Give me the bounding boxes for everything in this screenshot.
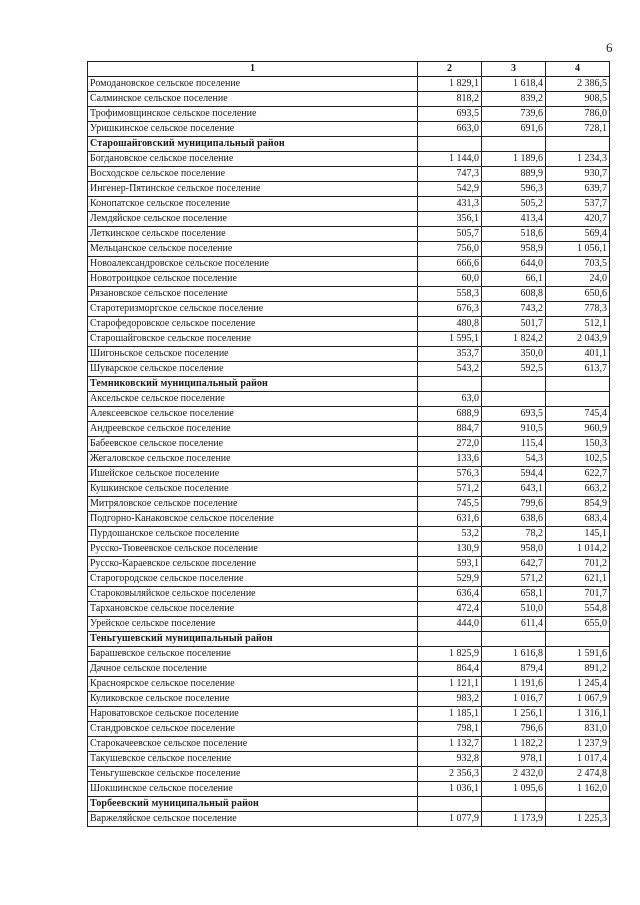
table-row <box>88 272 610 287</box>
table-row <box>88 422 610 437</box>
value-col-3: 839,2 <box>482 92 546 107</box>
value-col-2: 747,3 <box>418 167 482 182</box>
settlement-name: Шокшинское сельское поселение <box>88 782 418 797</box>
value-col-4: 778,3 <box>546 302 610 317</box>
table-row <box>88 107 610 122</box>
value-col-2: 472,4 <box>418 602 482 617</box>
value-col-2: 1 132,7 <box>418 737 482 752</box>
value-col-4: 1 014,2 <box>546 542 610 557</box>
value-col-3: 350,0 <box>482 347 546 362</box>
value-col-3: 1 616,8 <box>482 647 546 662</box>
value-col-4: 728,1 <box>546 122 610 137</box>
value-col-2: 818,2 <box>418 92 482 107</box>
value-col-4: 569,4 <box>546 227 610 242</box>
value-col-3: 1 182,2 <box>482 737 546 752</box>
value-col-3: 54,3 <box>482 452 546 467</box>
value-col-3: 1 618,4 <box>482 77 546 92</box>
value-col-3: 693,5 <box>482 407 546 422</box>
value-col-4: 1 237,9 <box>546 737 610 752</box>
value-col-4: 2 474,8 <box>546 767 610 782</box>
value-col-3: 608,8 <box>482 287 546 302</box>
value-col-4: 102,5 <box>546 452 610 467</box>
settlement-name: Теньгушевское сельское поселение <box>88 767 418 782</box>
value-col-3: 644,0 <box>482 257 546 272</box>
settlement-name: Старокачеевское сельское поселение <box>88 737 418 752</box>
value-col-4: 1 056,1 <box>546 242 610 257</box>
table-row <box>88 197 610 212</box>
table-header-row <box>88 62 610 77</box>
value-col-2: 864,4 <box>418 662 482 677</box>
settlement-name: Салминское сельское поселение <box>88 92 418 107</box>
value-col-4: 701,2 <box>546 557 610 572</box>
value-col-2: 1 185,1 <box>418 707 482 722</box>
value-col-3: 691,6 <box>482 122 546 137</box>
table-row <box>88 122 610 137</box>
settlement-name: Пурдошанское сельское поселение <box>88 527 418 542</box>
table-row <box>88 152 610 167</box>
district-name: Старошайговский муниципальный район <box>88 137 418 152</box>
value-col-4: 786,0 <box>546 107 610 122</box>
value-col-3: 571,2 <box>482 572 546 587</box>
value-col-3: 592,5 <box>482 362 546 377</box>
value-col-4: 2 043,9 <box>546 332 610 347</box>
value-col-3 <box>482 797 546 812</box>
settlement-name: Новоалександровское сельское поселение <box>88 257 418 272</box>
value-col-3: 978,1 <box>482 752 546 767</box>
settlement-name: Андреевское сельское поселение <box>88 422 418 437</box>
table-row <box>88 512 610 527</box>
settlement-name: Такушевское сельское поселение <box>88 752 418 767</box>
table-row <box>88 482 610 497</box>
settlement-name: Шуварское сельское поселение <box>88 362 418 377</box>
table-row <box>88 227 610 242</box>
value-col-4: 622,7 <box>546 467 610 482</box>
value-col-4: 683,4 <box>546 512 610 527</box>
value-col-4 <box>546 632 610 647</box>
table-row <box>88 692 610 707</box>
value-col-3: 611,4 <box>482 617 546 632</box>
value-col-2: 932,8 <box>418 752 482 767</box>
settlement-name: Ингенер-Пятинское сельское поселение <box>88 182 418 197</box>
section-row <box>88 377 610 392</box>
value-col-3: 658,1 <box>482 587 546 602</box>
table-row <box>88 497 610 512</box>
value-col-2: 431,3 <box>418 197 482 212</box>
value-col-3 <box>482 392 546 407</box>
table-row <box>88 392 610 407</box>
value-col-3: 505,2 <box>482 197 546 212</box>
value-col-3: 1 189,6 <box>482 152 546 167</box>
table-row <box>88 317 610 332</box>
value-col-2: 636,4 <box>418 587 482 602</box>
settlement-name: Уришкинское сельское поселение <box>88 122 418 137</box>
table-row <box>88 287 610 302</box>
value-col-2: 2 356,3 <box>418 767 482 782</box>
table-body <box>88 77 610 827</box>
value-col-4: 1 245,4 <box>546 677 610 692</box>
settlement-name: Варжеляйское сельское поселение <box>88 812 418 827</box>
table-row <box>88 527 610 542</box>
value-col-4: 2 386,5 <box>546 77 610 92</box>
section-row <box>88 632 610 647</box>
value-col-3: 799,6 <box>482 497 546 512</box>
value-col-2: 53,2 <box>418 527 482 542</box>
settlement-name: Тархановское сельское поселение <box>88 602 418 617</box>
value-col-4: 145,1 <box>546 527 610 542</box>
column-header: 4 <box>546 62 610 77</box>
table-row <box>88 767 610 782</box>
value-col-4: 891,2 <box>546 662 610 677</box>
table-row <box>88 362 610 377</box>
value-col-2: 63,0 <box>418 392 482 407</box>
value-col-2: 884,7 <box>418 422 482 437</box>
table-row <box>88 452 610 467</box>
value-col-4: 639,7 <box>546 182 610 197</box>
value-col-4: 24,0 <box>546 272 610 287</box>
table-row <box>88 167 610 182</box>
settlement-name: Мельцанское сельское поселение <box>88 242 418 257</box>
table-row <box>88 332 610 347</box>
settlement-name: Лемдяйское сельское поселение <box>88 212 418 227</box>
table-row <box>88 347 610 362</box>
column-header: 2 <box>418 62 482 77</box>
value-col-2: 529,9 <box>418 572 482 587</box>
value-col-2: 745,5 <box>418 497 482 512</box>
value-col-4: 621,1 <box>546 572 610 587</box>
settlement-name: Трофимовщинское сельское поселение <box>88 107 418 122</box>
settlement-name: Нароватовское сельское поселение <box>88 707 418 722</box>
settlement-name: Ромодановское сельское поселение <box>88 77 418 92</box>
settlement-name: Богдановское сельское поселение <box>88 152 418 167</box>
value-col-2: 571,2 <box>418 482 482 497</box>
value-col-4: 1 225,3 <box>546 812 610 827</box>
value-col-3: 413,4 <box>482 212 546 227</box>
value-col-2: 356,1 <box>418 212 482 227</box>
settlement-name: Леткинское сельское поселение <box>88 227 418 242</box>
value-col-2 <box>418 632 482 647</box>
value-col-4 <box>546 377 610 392</box>
value-col-3 <box>482 632 546 647</box>
value-col-2: 631,6 <box>418 512 482 527</box>
value-col-4: 655,0 <box>546 617 610 632</box>
value-col-2: 756,0 <box>418 242 482 257</box>
value-col-2: 558,3 <box>418 287 482 302</box>
value-col-4 <box>546 797 610 812</box>
table-row <box>88 722 610 737</box>
value-col-2: 1 121,1 <box>418 677 482 692</box>
table-row <box>88 542 610 557</box>
column-header: 3 <box>482 62 546 77</box>
table-row <box>88 647 610 662</box>
budget-table <box>87 61 610 827</box>
value-col-3: 958,9 <box>482 242 546 257</box>
value-col-4: 663,2 <box>546 482 610 497</box>
value-col-2: 983,2 <box>418 692 482 707</box>
settlement-name: Алексеевское сельское поселение <box>88 407 418 422</box>
settlement-name: Староковыляйское сельское поселение <box>88 587 418 602</box>
district-name: Темниковский муниципальный район <box>88 377 418 392</box>
value-col-3: 66,1 <box>482 272 546 287</box>
value-col-3: 879,4 <box>482 662 546 677</box>
settlement-name: Восходское сельское поселение <box>88 167 418 182</box>
value-col-3 <box>482 137 546 152</box>
settlement-name: Старошайговское сельское поселение <box>88 332 418 347</box>
value-col-4: 1 017,4 <box>546 752 610 767</box>
value-col-4: 831,0 <box>546 722 610 737</box>
value-col-2: 542,9 <box>418 182 482 197</box>
value-col-4: 701,7 <box>546 587 610 602</box>
value-col-2: 666,6 <box>418 257 482 272</box>
value-col-3: 78,2 <box>482 527 546 542</box>
value-col-3: 596,3 <box>482 182 546 197</box>
settlement-name: Бабеевское сельское поселение <box>88 437 418 452</box>
table-row <box>88 677 610 692</box>
settlement-name: Красноярское сельское поселение <box>88 677 418 692</box>
settlement-name: Новотроицкое сельское поселение <box>88 272 418 287</box>
settlement-name: Подгорно-Канаковское сельское поселение <box>88 512 418 527</box>
value-col-3: 1 173,9 <box>482 812 546 827</box>
value-col-3: 638,6 <box>482 512 546 527</box>
table-row <box>88 557 610 572</box>
value-col-2: 1 829,1 <box>418 77 482 92</box>
value-col-3: 594,4 <box>482 467 546 482</box>
value-col-2: 444,0 <box>418 617 482 632</box>
value-col-4: 1 316,1 <box>546 707 610 722</box>
value-col-4: 930,7 <box>546 167 610 182</box>
value-col-2: 676,3 <box>418 302 482 317</box>
value-col-4: 554,8 <box>546 602 610 617</box>
value-col-2: 480,8 <box>418 317 482 332</box>
value-col-4: 960,9 <box>546 422 610 437</box>
value-col-2: 798,1 <box>418 722 482 737</box>
value-col-4: 854,9 <box>546 497 610 512</box>
value-col-3: 642,7 <box>482 557 546 572</box>
district-name: Теньгушевский муниципальный район <box>88 632 418 647</box>
table-row <box>88 257 610 272</box>
value-col-2 <box>418 377 482 392</box>
table-row <box>88 407 610 422</box>
value-col-3: 643,1 <box>482 482 546 497</box>
table-row <box>88 782 610 797</box>
value-col-2: 663,0 <box>418 122 482 137</box>
settlement-name: Куликовское сельское поселение <box>88 692 418 707</box>
value-col-4: 1 162,0 <box>546 782 610 797</box>
value-col-2: 133,6 <box>418 452 482 467</box>
value-col-4: 908,5 <box>546 92 610 107</box>
value-col-3: 510,0 <box>482 602 546 617</box>
value-col-2: 1 144,0 <box>418 152 482 167</box>
table-row <box>88 587 610 602</box>
value-col-2: 1 825,9 <box>418 647 482 662</box>
value-col-4: 745,4 <box>546 407 610 422</box>
page-number: 6 <box>606 40 613 55</box>
value-col-2: 60,0 <box>418 272 482 287</box>
value-col-4 <box>546 137 610 152</box>
table-row <box>88 707 610 722</box>
value-col-2 <box>418 797 482 812</box>
value-col-4: 150,3 <box>546 437 610 452</box>
value-col-4: 613,7 <box>546 362 610 377</box>
value-col-3: 1 016,7 <box>482 692 546 707</box>
table-row <box>88 467 610 482</box>
value-col-2: 693,5 <box>418 107 482 122</box>
value-col-3: 1 191,6 <box>482 677 546 692</box>
value-col-4: 650,6 <box>546 287 610 302</box>
value-col-3: 518,6 <box>482 227 546 242</box>
value-col-3: 1 824,2 <box>482 332 546 347</box>
section-row <box>88 797 610 812</box>
table-row <box>88 572 610 587</box>
value-col-2: 353,7 <box>418 347 482 362</box>
value-col-2: 130,9 <box>418 542 482 557</box>
value-col-3: 115,4 <box>482 437 546 452</box>
settlement-name: Конопатское сельское поселение <box>88 197 418 212</box>
value-col-3: 2 432,0 <box>482 767 546 782</box>
settlement-name: Кушкинское сельское поселение <box>88 482 418 497</box>
value-col-4: 420,7 <box>546 212 610 227</box>
table-row <box>88 812 610 827</box>
value-col-4: 512,1 <box>546 317 610 332</box>
settlement-name: Дачное сельское поселение <box>88 662 418 677</box>
table-row <box>88 242 610 257</box>
value-col-4: 703,5 <box>546 257 610 272</box>
table-row <box>88 662 610 677</box>
settlement-name: Русско-Тювеевское сельское поселение <box>88 542 418 557</box>
table-row <box>88 212 610 227</box>
settlement-name: Ишейское сельское поселение <box>88 467 418 482</box>
value-col-3: 1 256,1 <box>482 707 546 722</box>
settlement-name: Аксельское сельское поселение <box>88 392 418 407</box>
table-row <box>88 437 610 452</box>
table-row <box>88 77 610 92</box>
value-col-4: 401,1 <box>546 347 610 362</box>
settlement-name: Старотеризморгское сельское поселение <box>88 302 418 317</box>
value-col-2: 593,1 <box>418 557 482 572</box>
value-col-3: 958,0 <box>482 542 546 557</box>
value-col-4: 1 067,9 <box>546 692 610 707</box>
value-col-4: 1 234,3 <box>546 152 610 167</box>
settlement-name: Русско-Караевское сельское поселение <box>88 557 418 572</box>
column-header: 1 <box>88 62 418 77</box>
value-col-2: 1 077,9 <box>418 812 482 827</box>
table-row <box>88 302 610 317</box>
value-col-4: 537,7 <box>546 197 610 212</box>
value-col-3: 1 095,6 <box>482 782 546 797</box>
table-row <box>88 92 610 107</box>
settlement-name: Старогородское сельское поселение <box>88 572 418 587</box>
value-col-3: 739,6 <box>482 107 546 122</box>
section-row <box>88 137 610 152</box>
table-row <box>88 182 610 197</box>
value-col-2: 272,0 <box>418 437 482 452</box>
settlement-name: Старофедоровское сельское поселение <box>88 317 418 332</box>
value-col-2: 1 595,1 <box>418 332 482 347</box>
settlement-name: Урейское сельское поселение <box>88 617 418 632</box>
settlement-name: Шигоньское сельское поселение <box>88 347 418 362</box>
district-name: Торбеевский муниципальный район <box>88 797 418 812</box>
value-col-4: 1 591,6 <box>546 647 610 662</box>
settlement-name: Стандровское сельское поселение <box>88 722 418 737</box>
value-col-2 <box>418 137 482 152</box>
settlement-name: Митряловское сельское поселение <box>88 497 418 512</box>
table-row <box>88 737 610 752</box>
settlement-name: Жегаловское сельское поселение <box>88 452 418 467</box>
value-col-2: 688,9 <box>418 407 482 422</box>
value-col-2: 576,3 <box>418 467 482 482</box>
value-col-3: 796,6 <box>482 722 546 737</box>
value-col-2: 505,7 <box>418 227 482 242</box>
table-row <box>88 752 610 767</box>
settlement-name: Барашевское сельское поселение <box>88 647 418 662</box>
value-col-3: 743,2 <box>482 302 546 317</box>
value-col-3: 910,5 <box>482 422 546 437</box>
value-col-2: 1 036,1 <box>418 782 482 797</box>
table-row <box>88 602 610 617</box>
settlement-name: Рязановское сельское поселение <box>88 287 418 302</box>
value-col-3 <box>482 377 546 392</box>
value-col-2: 543,2 <box>418 362 482 377</box>
value-col-3: 889,9 <box>482 167 546 182</box>
value-col-3: 501,7 <box>482 317 546 332</box>
value-col-4 <box>546 392 610 407</box>
table-row <box>88 617 610 632</box>
